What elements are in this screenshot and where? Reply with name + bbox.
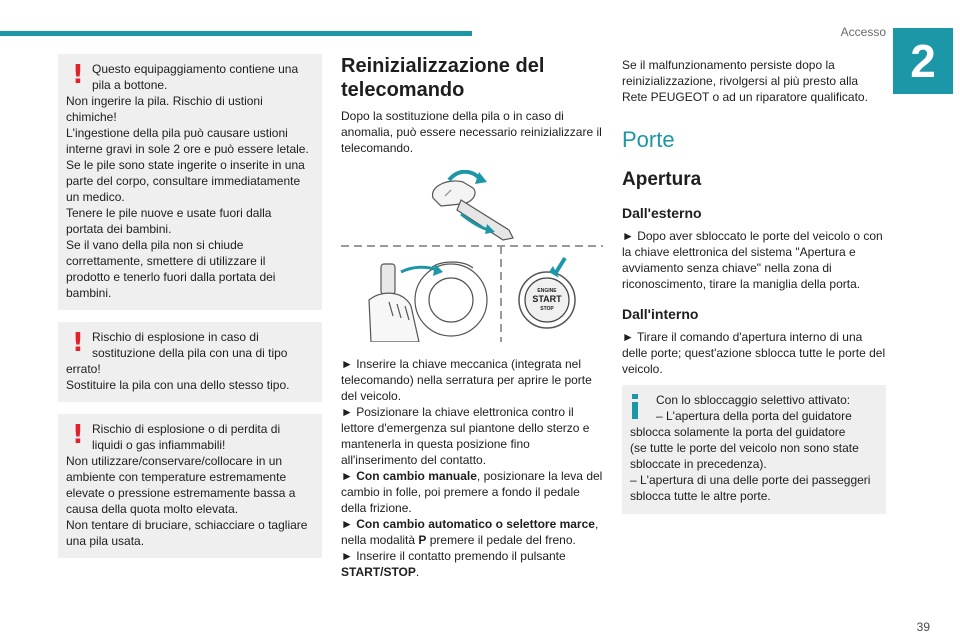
warning-line: ambiente con temperature estremamente — [66, 470, 287, 484]
inside-paragraph: ► Tirare il comando d'apertura interno di una delle porte; quest'azione sblocca tutte le porte del veicolo. — [622, 330, 886, 376]
warning-text — [66, 329, 314, 393]
warning-line: pila a bottone. — [92, 78, 168, 92]
warning-text — [66, 61, 314, 301]
info-line: – L'apertura della porta del guidatore — [656, 409, 852, 423]
exclamation-icon: ! — [72, 328, 84, 358]
warning-line: interne gravi in sole 2 ore e può essere letale. — [66, 142, 309, 156]
warning-line: Sostituire la pila con una dello stesso tipo. — [66, 378, 290, 392]
warning-line: causa della quota molto elevata. — [66, 502, 239, 516]
warning-line: elevate o pressione estremamente bassa a — [66, 486, 296, 500]
press-arrow — [555, 258, 565, 274]
button-label-start: START — [532, 294, 562, 304]
warning-line: prodotto e tenerlo fuori dalla portata dei — [66, 270, 276, 284]
warning-box-battery — [58, 54, 322, 310]
subsection-title-apertura: Apertura — [622, 169, 702, 190]
info-box — [622, 385, 886, 514]
heading-outside: Dall'esterno — [622, 205, 702, 221]
warning-line: Non utilizzare/conservare/collocare in un — [66, 454, 283, 468]
button-label-stop: STOP — [540, 306, 554, 312]
warning-line: un medico. — [66, 190, 125, 204]
doors-column — [622, 57, 886, 526]
section-title: Reinizializzazione del telecomando — [341, 55, 545, 101]
step-1: ► Inserire la chiave meccanica (integrata nel telecomando) nella serratura per aprire le porte del veicolo. — [341, 357, 592, 403]
reinit-column — [341, 54, 603, 588]
warning-text — [66, 421, 314, 549]
warning-line: Non tentare di bruciare, schiacciare o tagliare — [66, 518, 308, 532]
remote-key-drawing — [432, 181, 513, 240]
info-line: – L'apertura di una delle porte dei passeggeri — [630, 473, 871, 487]
warning-line: Questo equipaggiamento contiene una — [92, 62, 299, 76]
warning-line: chimiche! — [66, 110, 117, 124]
intro-paragraph: Dopo la sostituzione della pila o in caso di anomalia, può essere necessario reinizializzare il telecomando. — [341, 109, 602, 155]
section-title-porte: Porte — [622, 127, 675, 152]
info-line: sblocca tutte le altre porte. — [630, 489, 771, 503]
key-illustration-svg — [341, 170, 603, 342]
step-2: ► Posizionare la chiave elettronica contro il lettore d'emergenza sul piantone dello sterzo e mantenerla in questa posizione fino all'inserimento del contatto. — [341, 405, 590, 467]
chapter-badge: 2 — [893, 28, 953, 94]
reinit-illustration — [341, 170, 603, 342]
header-title: Accesso — [840, 25, 886, 39]
info-icon — [632, 394, 638, 418]
warning-box-explosion-leak — [58, 414, 322, 558]
page-number: 39 — [916, 620, 930, 634]
warning-line: una pila usata. — [66, 534, 145, 548]
warning-line: sostituzione della pila con una di tipo — [92, 346, 288, 360]
exclamation-icon: ! — [72, 420, 84, 450]
info-line: Con lo sbloccaggio selettivo attivato: — [656, 393, 851, 407]
info-text — [630, 392, 878, 504]
warning-line: Se le pile sono state ingerite o inserite in una — [66, 158, 305, 172]
warning-line: portata dei bambini. — [66, 222, 172, 236]
warning-line: Non ingerire la pila. Rischio di ustioni — [66, 94, 263, 108]
warning-line: Rischio di esplosione in caso di — [92, 330, 259, 344]
info-line: (se tutte le porte del veicolo non sono state — [630, 441, 859, 455]
warning-line: Tenere le pile nuove e usate fuori dalla — [66, 206, 272, 220]
warning-line: Se il vano della pila non si chiude — [66, 238, 244, 252]
exclamation-icon: ! — [72, 60, 84, 90]
warning-line: correttamente, smettere di utilizzare il — [66, 254, 266, 268]
warning-line: bambini. — [66, 286, 112, 300]
malfunction-paragraph: Se il malfunzionamento persiste dopo la reinizializzazione, rivolgersi al più presto alla Rete PEUGEOT o ad un riparatore qualificato. — [622, 58, 868, 104]
warning-line: errato! — [66, 362, 101, 376]
warning-line: L'ingestione della pila può causare ustioni — [66, 126, 288, 140]
warning-box-explosion-type — [58, 322, 322, 402]
warning-line: Rischio di esplosione o di perdita di — [92, 422, 281, 436]
heading-inside: Dall'interno — [622, 306, 699, 322]
arrow-top — [449, 172, 481, 180]
step-5: ► Inserire il contatto premendo il pulsante START/STOP. — [341, 549, 566, 579]
warning-line: parte del corpo, consultare immediatamente — [66, 174, 301, 188]
info-line: sblocca solamente la porta del guidatore — [630, 425, 846, 439]
step-4: ► Con cambio automatico o selettore marce, nella modalità P premere il pedale del freno. — [341, 517, 599, 547]
start-stop-button-drawing — [519, 272, 575, 328]
warning-line: liquidi o gas infiammabili! — [92, 438, 226, 452]
steering-column-drawing — [369, 262, 487, 342]
button-label-engine: ENGINE — [537, 288, 557, 294]
header-accent-bar — [0, 31, 472, 36]
warnings-column — [58, 54, 322, 570]
step-3: ► Con cambio manuale, posizionare la leva del cambio in folle, poi premere a fondo il pedale della frizione. — [341, 469, 603, 515]
outside-paragraph: ► Dopo aver sbloccato le porte del veicolo o con la chiave elettronica del sistema "Apertura e avviamento senza chiave" nella zona di riconoscimento, tirare la maniglia della porta. — [622, 229, 883, 291]
info-line: sbloccate in precedenza). — [630, 457, 767, 471]
